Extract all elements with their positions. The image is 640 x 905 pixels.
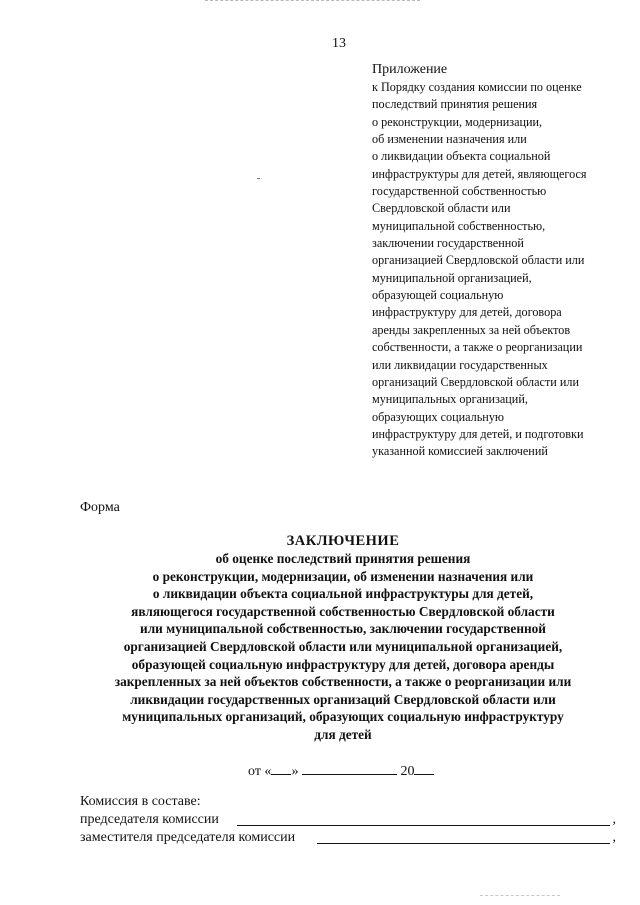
chairman-field[interactable]	[237, 825, 610, 826]
appendix-line: к Порядку создания комиссии по оценке	[372, 80, 582, 94]
appendix-line: последствий принятия решения	[372, 97, 538, 112]
deputy-row	[80, 829, 616, 847]
appendix-line: аренды закрепленных за ней объектов	[372, 322, 571, 337]
appendix-line: инфраструктуру для детей, и подготовки	[372, 426, 584, 441]
deputy-comma: ,	[612, 830, 616, 845]
appendix-line: Свердловской области или	[372, 201, 511, 216]
commission-block	[80, 793, 616, 847]
chairman-label: председателя комиссии	[80, 812, 219, 827]
appendix-line: государственной собственностью	[372, 184, 547, 199]
appendix-line: инфраструктуру для детей, договора	[372, 305, 562, 320]
commission-heading-row	[80, 793, 616, 811]
appendix-line: организаций Свердловской области или	[372, 374, 579, 389]
scan-speck	[257, 178, 260, 179]
conclusion-heading	[60, 532, 626, 744]
form-label: Форма	[80, 500, 120, 515]
chairman-comma: ,	[612, 812, 616, 827]
page-number: 13	[332, 36, 346, 51]
conclusion-line: ликвидации государственных организаций Свердловской области или	[130, 691, 556, 707]
month-blank[interactable]	[302, 761, 397, 775]
deputy-label: заместителя председателя комиссии	[80, 830, 296, 845]
bottom-scan-mark	[480, 895, 560, 898]
appendix-line: муниципальной организацией,	[372, 270, 532, 285]
appendix-block	[372, 61, 634, 461]
top-scan-mark	[205, 0, 420, 4]
conclusion-line: о реконструкции, модернизации, об изменении назначения или	[152, 568, 534, 584]
chairman-row	[80, 811, 616, 829]
date-prefix: от «	[248, 764, 272, 779]
conclusion-line: о ликвидации объекта социальной инфраструктуры для детей,	[152, 586, 534, 602]
appendix-line: об изменении назначения или	[372, 132, 527, 147]
conclusion-line: об оценке последствий принятия решения	[215, 551, 471, 566]
conclusion-line: организацией Свердловской области или муниципальной организацией,	[123, 638, 563, 654]
conclusion-line: муниципальных организаций, образующих социальную инфраструктуру	[122, 709, 564, 725]
year-blank[interactable]	[414, 761, 434, 775]
appendix-line: или ликвидации государственных	[372, 357, 548, 372]
appendix-title: Приложение	[372, 62, 448, 77]
conclusion-title: ЗАКЛЮЧЕНИЕ	[286, 533, 400, 549]
year-prefix: 20	[400, 764, 415, 779]
date-quote-close: »	[291, 764, 299, 779]
appendix-line: образующих социальную	[372, 409, 505, 424]
appendix-line: организацией Свердловской области или	[372, 253, 585, 268]
date-line	[248, 761, 434, 780]
appendix-line: заключении государственной	[372, 236, 524, 251]
appendix-line: муниципальной собственностью,	[372, 218, 546, 233]
appendix-line: образующей социальную	[372, 288, 504, 303]
day-blank[interactable]	[271, 761, 291, 775]
appendix-line: о ликвидации объекта социальной	[372, 149, 551, 164]
conclusion-line: или муниципальной собственностью, заключении государственной	[140, 621, 546, 637]
conclusion-line: закрепленных за ней объектов собственности, а также о реорганизации или	[114, 674, 572, 690]
conclusion-line: являющегося государственной собственностью Свердловской области	[131, 603, 555, 619]
appendix-line: муниципальных организаций,	[372, 392, 528, 407]
conclusion-line: для детей	[314, 726, 372, 742]
conclusion-line: образующей социальную инфраструктуру для детей, договора аренды	[131, 656, 555, 672]
appendix-line: указанной комиссией заключений	[372, 444, 548, 459]
appendix-line: собственности, а также о реорганизации	[372, 340, 583, 355]
appendix-line: о реконструкции, модернизации,	[372, 114, 543, 129]
deputy-field[interactable]	[317, 843, 610, 844]
commission-heading: Комиссия в составе:	[80, 794, 201, 809]
appendix-line: инфраструктуры для детей, являющегося	[372, 166, 587, 181]
